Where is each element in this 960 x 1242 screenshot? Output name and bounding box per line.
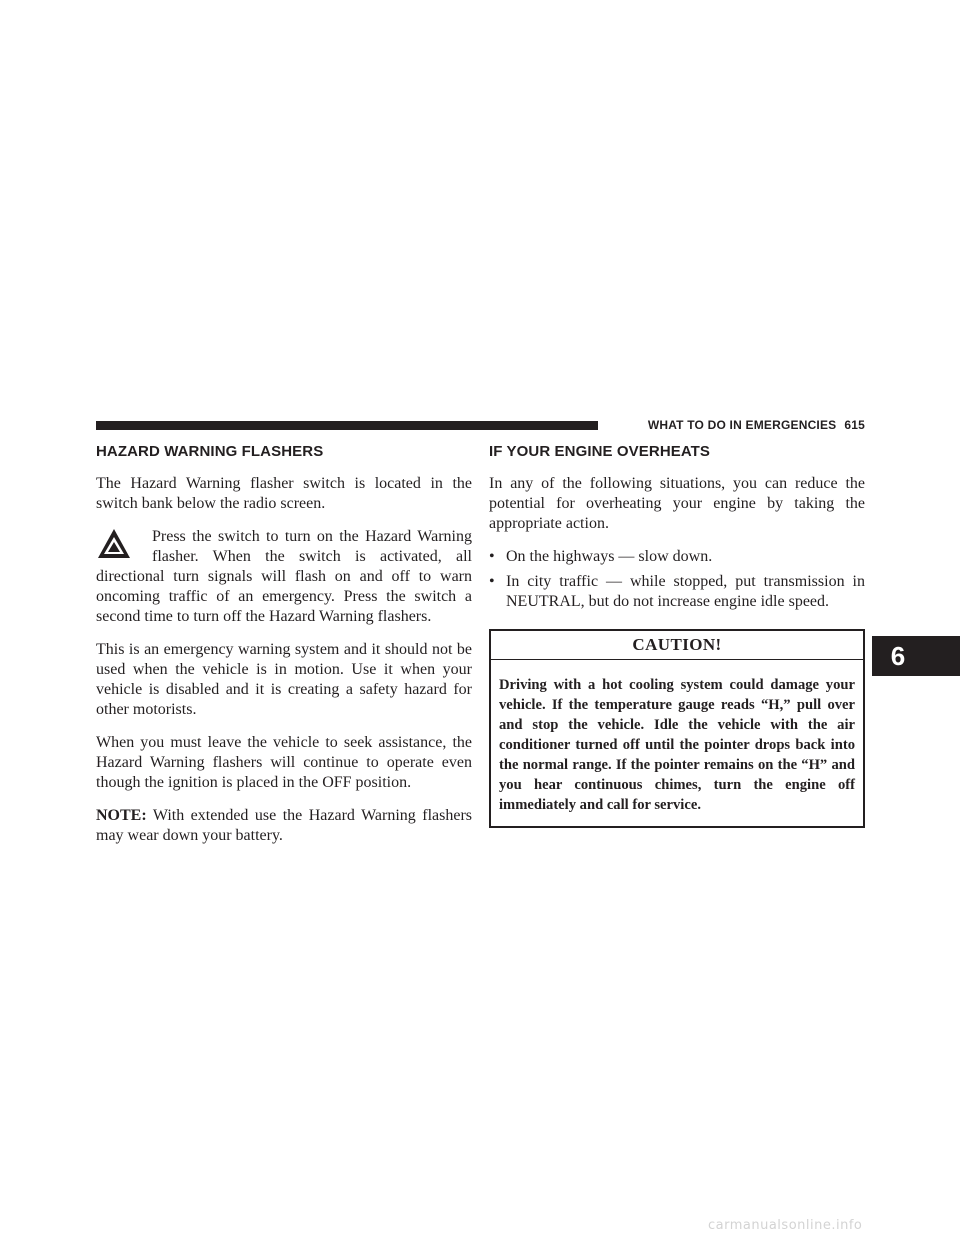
hazard-usage-para: This is an emergency warning system and it should not be used when the vehicle is in motion. Use it when your vehicle is disabled and it is creating a safety hazard for other motorists. xyxy=(96,641,472,718)
list-item: • On the highways — slow down. xyxy=(489,548,713,565)
hazard-leave-para: When you must leave the vehicle to seek assistance, the Hazard Warning flashers will continue to operate even though the ignition is placed in the OFF position. xyxy=(96,734,472,791)
bullet-icon: • xyxy=(489,548,495,565)
chapter-tab xyxy=(872,636,960,676)
hazard-intro: The Hazard Warning flasher switch is located in the switch bank below the radio screen. xyxy=(96,475,472,512)
left-column xyxy=(96,443,472,859)
bullet-icon: • xyxy=(489,573,495,590)
hazard-triangle-icon xyxy=(96,527,132,561)
caution-title: CAUTION! xyxy=(491,631,863,660)
running-head xyxy=(607,418,865,432)
page-number: 615 xyxy=(844,418,865,432)
overheat-actions-list xyxy=(489,547,865,612)
hazard-instructions-text: Press the switch to turn on the Hazard Warning flasher. When the switch is activated, all directional turn signals will flash on and off to warn oncoming traffic of an emergency. Press the switch a second time to turn off the Hazard Warning flashers. xyxy=(96,528,472,625)
header-rule xyxy=(96,421,598,430)
right-column xyxy=(489,443,865,828)
hazard-note xyxy=(96,806,472,846)
hazard-heading: HAZARD WARNING FLASHERS xyxy=(96,443,324,460)
section-title: WHAT TO DO IN EMERGENCIES xyxy=(647,418,837,432)
overheat-heading: IF YOUR ENGINE OVERHEATS xyxy=(489,443,711,460)
hazard-instructions xyxy=(96,527,472,627)
list-item: • In city traffic — while stopped, put transmission in NEUTRAL, but do not increase engine idle speed. xyxy=(489,573,865,610)
chapter-number: 6 xyxy=(890,641,906,671)
caution-body: Driving with a hot cooling system could damage your vehicle. If the temperature gauge reads “H,” pull over and stop the vehicle. Idle the vehicle with the air conditioner turned off until the pointer drops back into the normal range. If the pointer remains on the “H” and you hear continuous chimes, turn the engine off immediately and call for service. xyxy=(499,677,855,813)
caution-box xyxy=(489,629,865,828)
watermark: carmanualsonline.info xyxy=(708,1218,863,1233)
overheat-intro: In any of the following situations, you can reduce the potential for overheating your engine by taking the appropriate action. xyxy=(489,475,865,532)
note-text: With extended use the Hazard Warning flashers may wear down your battery. xyxy=(96,807,472,844)
note-label: NOTE: xyxy=(96,807,147,824)
